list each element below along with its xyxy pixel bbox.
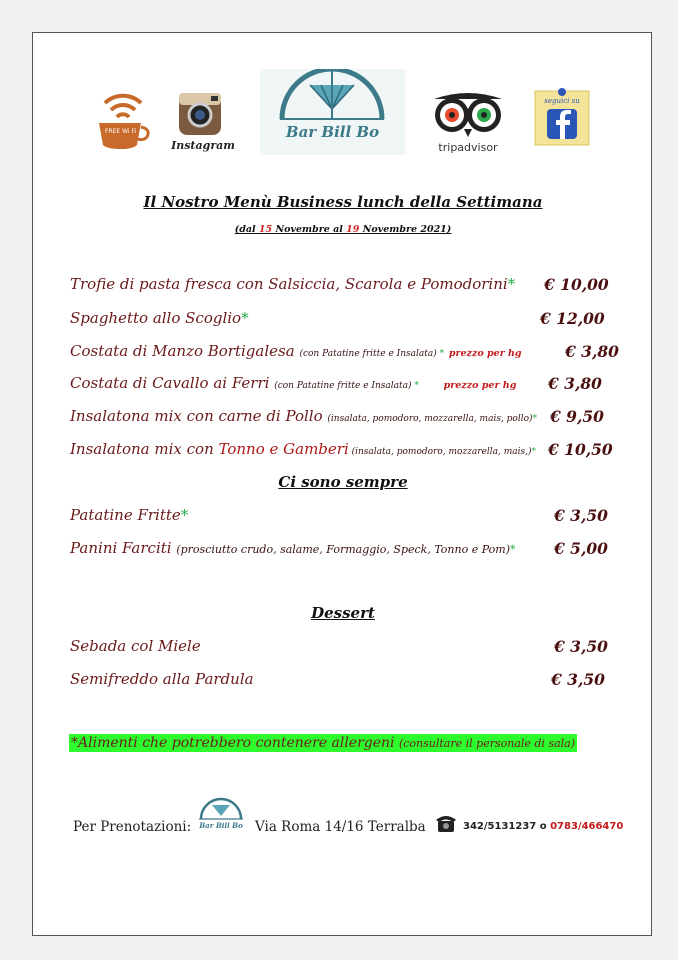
instagram-icon[interactable] — [167, 89, 239, 161]
wifi-free-text: FREE Wi Fi — [105, 128, 137, 135]
wifi-cup-icon — [93, 89, 153, 153]
menu-item: Spaghetto allo Scoglio* — [70, 309, 249, 327]
bar-logo-text: Bar Bill Bo — [285, 123, 380, 141]
menu-page — [32, 32, 652, 936]
bar-bill-bo-small-logo — [193, 797, 249, 837]
menu-title: Il Nostro Menù Business lunch della Settimana — [143, 193, 543, 211]
date-range: (dal 15 Novembre al 19 Novembre 2021) — [234, 224, 452, 235]
instagram-label: Instagram — [171, 139, 235, 152]
menu-item-price: € 10,00 — [544, 275, 609, 294]
menu-item-price: € 3,80 — [565, 342, 619, 361]
menu-item: Costata di Cavallo ai Ferri (con Patatine fritte e Insalata) * prezzo per hg — [70, 374, 517, 392]
menu-item-price: € 12,00 — [540, 309, 605, 328]
menu-item: Insalatona mix con carne di Pollo (insalata, pomodoro, mozzarella, mais, pollo)* — [70, 407, 538, 425]
footer-logo-text: Bar Bill Bo — [199, 821, 243, 830]
menu-item-price: € 3,50 — [551, 670, 605, 689]
menu-item: Costata di Manzo Bortigalesa (con Patatine fritte e Insalata) * prezzo per hg — [70, 342, 522, 360]
menu-item: Sebada col Miele — [70, 637, 201, 655]
menu-item-price: € 9,50 — [550, 407, 604, 426]
facebook-note-label: seguici su — [544, 97, 580, 105]
menu-item: Insalatona mix con Tonno e Gamberi (insalata, pomodoro, mozzarella, mais,)* — [70, 440, 537, 458]
menu-item: Panini Farciti (prosciutto crudo, salame, Formaggio, Speck, Tonno e Pom)* — [70, 539, 516, 557]
menu-item-price: € 10,50 — [548, 440, 613, 459]
section-title-dessert: Dessert — [311, 604, 375, 622]
tripadvisor-owl-icon[interactable] — [428, 89, 508, 157]
menu-item-price: € 3,50 — [554, 506, 608, 525]
menu-item: Trofie di pasta fresca con Salsiccia, Scarola e Pomodorini* — [70, 275, 516, 293]
menu-item: Semifreddo alla Pardula — [70, 670, 254, 688]
allergen-note: *Alimenti che potrebbero contenere allergeni (consultare il personale di sala) — [71, 735, 576, 751]
phone-numbers[interactable]: 342/5131237 o 0783/466470 — [463, 821, 624, 832]
menu-item-price: € 3,80 — [548, 374, 602, 393]
reservations-label: Per Prenotazioni: — [73, 819, 192, 835]
section-title-always: Ci sono sempre — [278, 473, 408, 491]
facebook-note-icon[interactable] — [533, 85, 591, 147]
tripadvisor-label: tripadvisor — [438, 141, 498, 154]
menu-item-price: € 5,00 — [554, 539, 608, 558]
menu-item-price: € 3,50 — [554, 637, 608, 656]
address: Via Roma 14/16 Terralba — [255, 819, 426, 835]
menu-item: Patatine Fritte* — [70, 506, 189, 524]
bar-bill-bo-logo — [260, 69, 405, 155]
telephone-icon — [435, 813, 457, 833]
